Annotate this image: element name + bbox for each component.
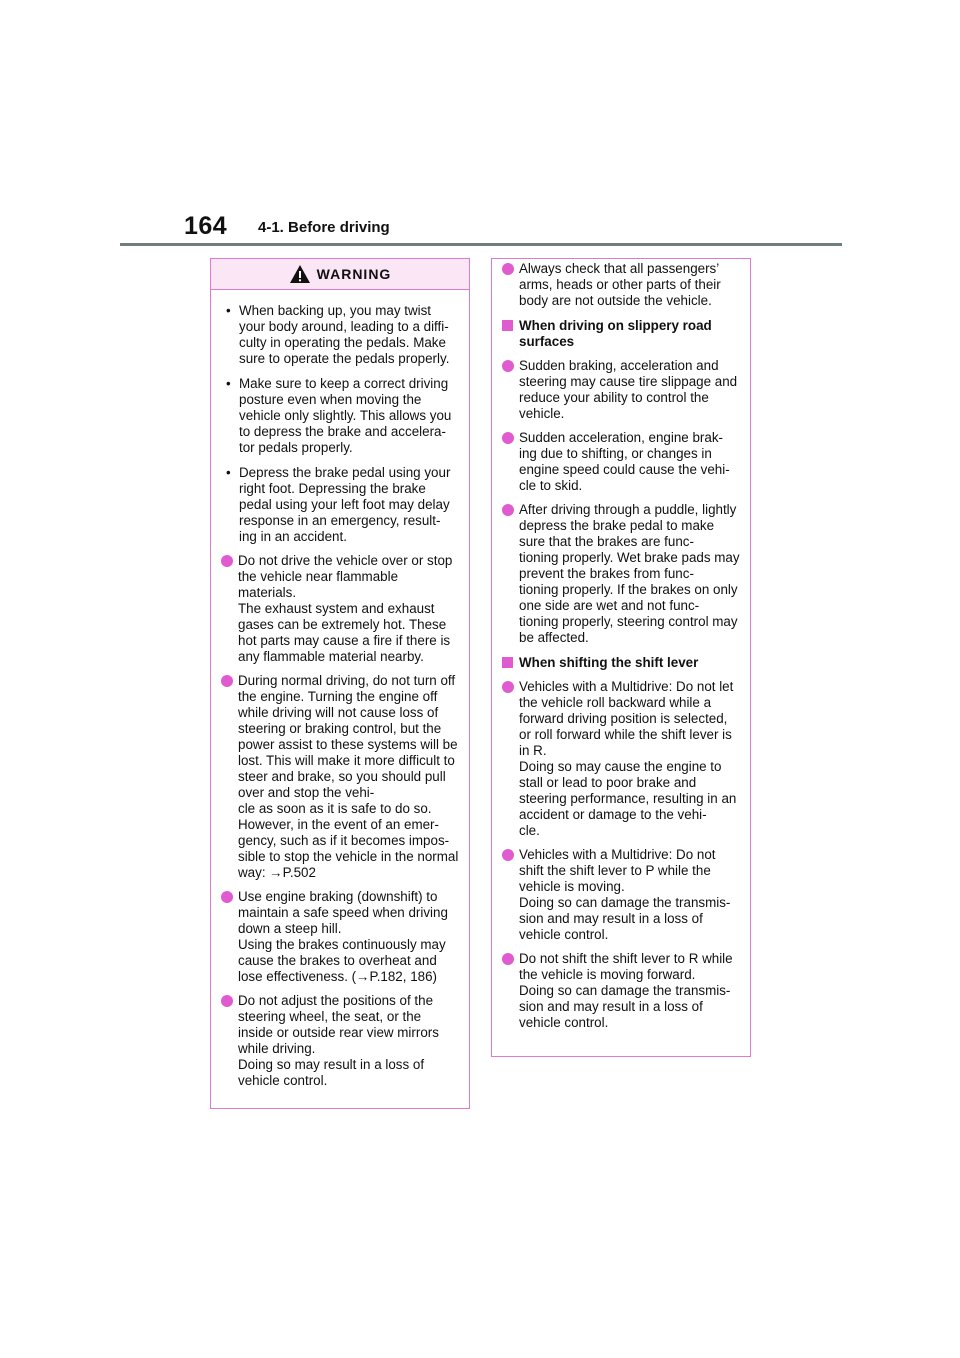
list-item-text: Vehicles with a Multidrive: Do not shift the shift lever to P while the vehicle is moving. Doing so can damage the transmis- sion and may result in a loss of vehicle control. — [519, 847, 731, 942]
circle-bullet-icon — [502, 360, 514, 372]
list-item — [221, 889, 459, 985]
circle-bullet-icon — [502, 681, 514, 693]
list-item-text: • When backing up, you may twist your body around, leading to a diffi- culty in operating the pedals. Make sure to operate the pedals properly. — [239, 303, 450, 366]
circle-bullet-icon — [221, 891, 233, 903]
list-item — [221, 673, 459, 881]
warning-label: WARNING — [316, 266, 392, 282]
subsection-heading — [502, 318, 740, 350]
list-item-text: Sudden braking, acceleration and steering may cause tire slippage and reduce your ability to control the vehicle. — [519, 358, 738, 421]
subsection-heading — [502, 655, 740, 671]
square-bullet-icon — [502, 320, 513, 331]
list-item-text: After driving through a puddle, lightly depress the brake pedal to make sure that the brakes are func- tioning properly. Wet brake pads may prevent the brakes from func- tioning properly. If the brakes on only one side are wet and not func- tioning properly, steering control may be affected. — [519, 502, 740, 645]
list-item — [502, 847, 740, 943]
circle-bullet-icon — [502, 849, 514, 861]
list-item — [221, 465, 459, 545]
list-item — [502, 502, 740, 646]
list-item — [502, 430, 740, 494]
header-divider — [120, 243, 842, 246]
list-item-text: Do not drive the vehicle over or stop the vehicle near flammable materials. The exhaust system and exhaust gases can be extremely hot. These hot parts may cause a fire if there is any flammable material nearby. — [238, 553, 453, 664]
list-item — [502, 951, 740, 1031]
list-item — [221, 993, 459, 1089]
list-item — [502, 261, 740, 309]
list-item-text: Do not shift the shift lever to R while the vehicle is moving forward. Doing so can damage the transmis- sion and may result in a loss of vehicle control. — [519, 951, 733, 1030]
circle-bullet-icon — [221, 675, 233, 687]
square-bullet-icon — [502, 657, 513, 668]
subsection-heading-text: When driving on slippery road surfaces — [519, 318, 712, 349]
warning-content — [492, 259, 750, 1031]
circle-bullet-icon — [502, 432, 514, 444]
list-item-text: Vehicles with a Multidrive: Do not let the vehicle roll backward while a forward driving position is selected, or roll forward while the shift lever is in R. Doing so may cause the engine to stall or lead to poor brake and steering performance, resulting in an accident or damage to the vehi- cle. — [519, 679, 737, 838]
circle-bullet-icon — [221, 555, 233, 567]
list-item-text: During normal driving, do not turn off the engine. Turning the engine off while driving will not cause loss of steering or braking control, but the power assist to these systems will be lost. This will make it more difficult to steer and brake, so you should pull over and stop the vehi- cle as soon as it is safe to do so. However, in the event of an emer- gency, such as if it becomes impos- sible to stop the vehicle in the normal way: →P.502 — [238, 673, 459, 880]
list-item — [502, 358, 740, 422]
list-item — [221, 376, 459, 456]
list-item — [502, 679, 740, 839]
list-item — [221, 303, 459, 367]
page-header — [0, 0, 960, 250]
warning-box-continued — [491, 258, 751, 1057]
list-item-text: Sudden acceleration, engine brak- ing due to shifting, or changes in engine speed could cause the vehi- cle to skid. — [519, 430, 730, 493]
circle-bullet-icon — [502, 953, 514, 965]
list-item-text: • Depress the brake pedal using your right foot. Depressing the brake pedal using your left foot may delay response in an emergency, result- ing in an accident. — [239, 465, 451, 544]
list-item-text: Do not adjust the positions of the steering wheel, the seat, or the inside or outside rear view mirrors while driving. Doing so may result in a loss of vehicle control. — [238, 993, 439, 1088]
warning-triangle-icon — [289, 264, 311, 284]
list-item-text: Always check that all passengers’ arms, heads or other parts of their body are not outside the vehicle. — [519, 261, 721, 308]
list-item-text: • Make sure to keep a correct driving posture even when moving the vehicle only slightly. This allows you to depress the brake and accelera- tor pedals properly. — [239, 376, 452, 455]
list-item — [221, 553, 459, 665]
circle-bullet-icon — [502, 263, 514, 275]
warning-box — [210, 258, 470, 1109]
section-title: 4-1. Before driving — [258, 219, 390, 236]
circle-bullet-icon — [502, 504, 514, 516]
warning-content — [211, 290, 469, 1089]
page-number: 164 — [184, 212, 228, 240]
circle-bullet-icon — [221, 995, 233, 1007]
subsection-heading-text: When shifting the shift lever — [519, 655, 699, 670]
warning-header — [211, 259, 469, 290]
list-item-text: Use engine braking (downshift) to maintain a safe speed when driving down a steep hill. Using the brakes continuously may cause the brakes to overheat and lose effectiveness. (→P.182, 186) — [238, 889, 448, 984]
